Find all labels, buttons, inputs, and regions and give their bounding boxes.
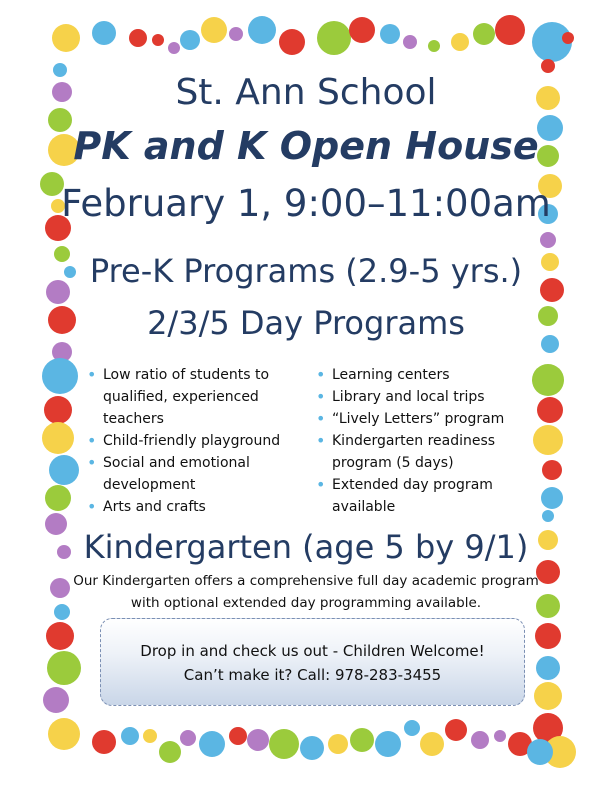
decorative-dot <box>542 510 554 522</box>
decorative-dot <box>532 364 564 396</box>
decorative-dot <box>201 17 227 43</box>
decorative-dot <box>542 460 562 480</box>
school-name: St. Ann School <box>175 72 437 113</box>
decorative-dot <box>300 736 324 760</box>
decorative-dot <box>47 651 81 685</box>
decorative-dot <box>229 727 247 745</box>
decorative-dot <box>92 730 116 754</box>
feature-item: • Kindergarten readiness program (5 days) <box>314 430 524 474</box>
decorative-dot <box>42 358 78 394</box>
decorative-dot <box>403 35 417 49</box>
decorative-dot <box>404 720 420 736</box>
callout-welcome-text: Drop in and check us out - Children Welcome! <box>140 642 485 660</box>
decorative-dot <box>92 21 116 45</box>
decorative-dot <box>445 719 467 741</box>
callout-phone-text: Can’t make it? Call: 978-283-3455 <box>183 666 442 684</box>
features-left-list <box>85 364 295 518</box>
decorative-dot <box>527 739 553 765</box>
decorative-dot <box>42 422 74 454</box>
decorative-dot <box>180 30 200 50</box>
decorative-dot <box>247 729 269 751</box>
feature-item: • Extended day program available <box>314 474 524 518</box>
decorative-dot <box>349 17 375 43</box>
decorative-dot <box>279 29 305 55</box>
decorative-dot <box>428 40 440 52</box>
decorative-dot <box>535 623 561 649</box>
decorative-dot <box>562 32 574 44</box>
feature-item: • Learning centers <box>314 364 524 386</box>
decorative-dot <box>45 485 71 511</box>
decorative-dot <box>143 729 157 743</box>
decorative-dot <box>473 23 495 45</box>
decorative-dot <box>229 27 243 41</box>
decorative-dot <box>44 396 72 424</box>
decorative-dot <box>420 732 444 756</box>
decorative-dot <box>328 734 348 754</box>
kindergarten-description-line: with optional extended day programming available. <box>130 595 482 611</box>
decorative-dot <box>121 727 139 745</box>
decorative-dot <box>541 487 563 509</box>
prek-heading: Pre-K Programs (2.9-5 yrs.) <box>89 252 523 290</box>
decorative-dot <box>317 21 351 55</box>
kindergarten-description <box>0 570 612 614</box>
decorative-dot <box>48 718 80 750</box>
feature-item: • “Lively Letters” program <box>314 408 524 430</box>
decorative-dot <box>380 24 400 44</box>
decorative-dot <box>46 622 74 650</box>
decorative-dot <box>471 731 489 749</box>
decorative-dot <box>534 682 562 710</box>
decorative-dot <box>49 455 79 485</box>
decorative-dot <box>536 656 560 680</box>
decorative-dot <box>451 33 469 51</box>
decorative-dot <box>52 24 80 52</box>
decorative-dot <box>495 15 525 45</box>
event-title: PK and K Open House <box>73 124 539 168</box>
kindergarten-description-line: Our Kindergarten offers a comprehensive full day academic program <box>73 573 539 589</box>
decorative-dot <box>43 687 69 713</box>
feature-item: • Arts and crafts <box>85 496 295 518</box>
feature-item: • Library and local trips <box>314 386 524 408</box>
decorative-dot <box>180 730 196 746</box>
decorative-dot <box>350 728 374 752</box>
decorative-dot <box>541 59 555 73</box>
event-date-time: February 1, 9:00–11:00am <box>61 182 551 225</box>
contact-callout <box>100 618 525 706</box>
feature-item: • Child-friendly playground <box>85 430 295 452</box>
feature-item: • Social and emotional development <box>85 452 295 496</box>
decorative-dot <box>152 34 164 46</box>
decorative-dot <box>533 425 563 455</box>
decorative-dot <box>540 232 556 248</box>
decorative-dot <box>159 741 181 763</box>
decorative-dot <box>494 730 506 742</box>
decorative-dot <box>168 42 180 54</box>
decorative-dot <box>375 731 401 757</box>
feature-item: • Low ratio of students to qualified, experienced teachers <box>85 364 295 430</box>
features-right-list <box>314 364 524 518</box>
decorative-dot <box>199 731 225 757</box>
decorative-dot <box>248 16 276 44</box>
decorative-dot <box>269 729 299 759</box>
decorative-dot <box>129 29 147 47</box>
kindergarten-heading: Kindergarten (age 5 by 9/1) <box>83 528 529 566</box>
prek-subheading: 2/3/5 Day Programs <box>147 304 465 342</box>
decorative-dot <box>537 397 563 423</box>
